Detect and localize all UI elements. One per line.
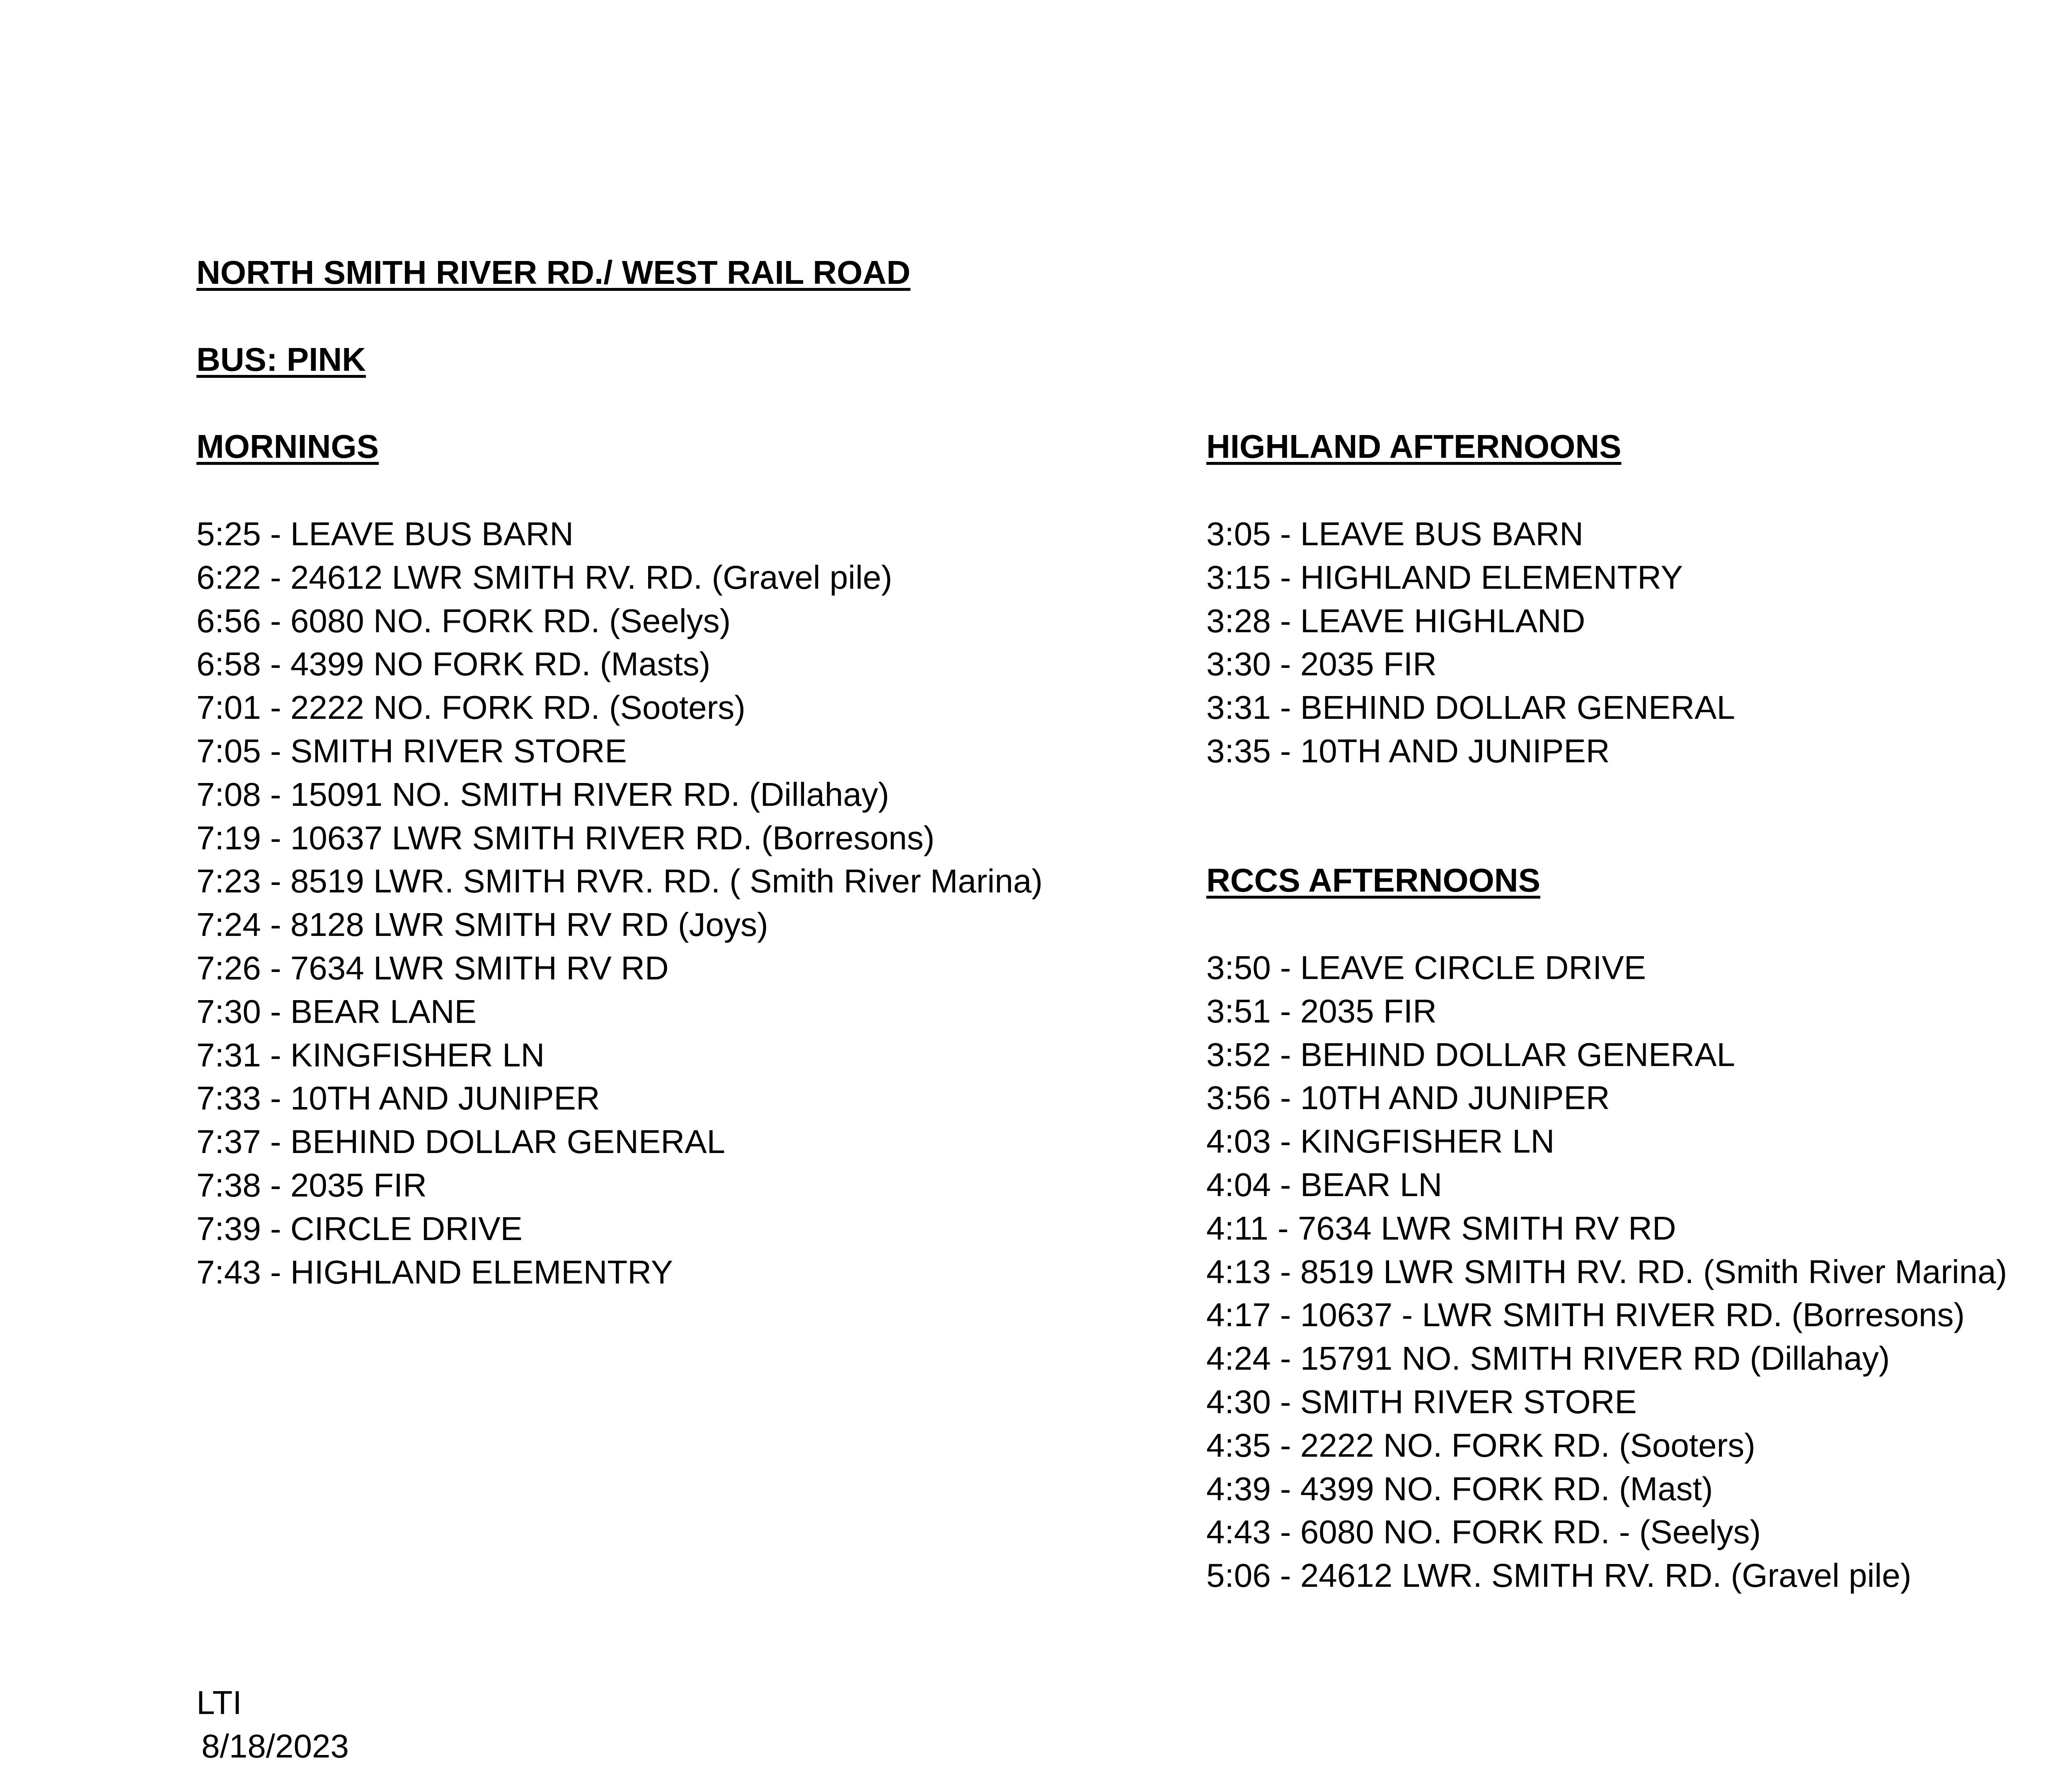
list-item: 7:23 - 8519 LWR. SMITH RVR. RD. ( Smith River Marina) <box>196 863 1043 900</box>
mornings-stop-list <box>196 512 1043 1294</box>
list-item: 7:37 - BEHIND DOLLAR GENERAL <box>196 1123 725 1160</box>
list-item: 7:24 - 8128 LWR SMITH RV RD (Joys) <box>196 906 768 943</box>
list-item: 7:39 - CIRCLE DRIVE <box>196 1210 523 1247</box>
list-item: 4:24 - 15791 NO. SMITH RIVER RD (Dillahay) <box>1206 1340 1890 1377</box>
list-item: 3:52 - BEHIND DOLLAR GENERAL <box>1206 1036 1735 1073</box>
list-item: 7:30 - BEAR LANE <box>196 993 477 1030</box>
list-item: 3:05 - LEAVE BUS BARN <box>1206 515 1583 552</box>
highland-afternoons-stop-list <box>1206 512 1735 773</box>
list-item: 6:56 - 6080 NO. FORK RD. (Seelys) <box>196 602 731 639</box>
list-item: 4:43 - 6080 NO. FORK RD. - (Seelys) <box>1206 1513 1761 1551</box>
list-item: 4:11 - 7634 LWR SMITH RV RD <box>1206 1209 1676 1247</box>
list-item: 7:01 - 2222 NO. FORK RD. (Sooters) <box>196 689 746 726</box>
list-item: 7:05 - SMITH RIVER STORE <box>196 732 627 769</box>
list-item: 4:13 - 8519 LWR SMITH RV. RD. (Smith River Marina) <box>1206 1253 2007 1290</box>
list-item: 5:06 - 24612 LWR. SMITH RV. RD. (Gravel pile) <box>1206 1557 1912 1594</box>
list-item: 6:22 - 24612 LWR SMITH RV. RD. (Gravel pile) <box>196 558 893 596</box>
list-item: 3:51 - 2035 FIR <box>1206 992 1437 1030</box>
list-item: 3:30 - 2035 FIR <box>1206 645 1437 683</box>
list-item: 3:15 - HIGHLAND ELEMENTRY <box>1206 558 1683 596</box>
list-item: 4:35 - 2222 NO. FORK RD. (Sooters) <box>1206 1426 1755 1464</box>
route-title: NORTH SMITH RIVER RD./ WEST RAIL ROAD <box>196 254 910 291</box>
list-item: 7:33 - 10TH AND JUNIPER <box>196 1080 600 1117</box>
highland-afternoons-heading: HIGHLAND AFTERNOONS <box>1206 428 1622 465</box>
list-item: 7:19 - 10637 LWR SMITH RIVER RD. (Borresons) <box>196 819 935 856</box>
rccs-afternoons-stop-list <box>1206 946 2007 1598</box>
list-item: 7:43 - HIGHLAND ELEMENTRY <box>196 1253 673 1291</box>
list-item: 7:38 - 2035 FIR <box>196 1166 427 1204</box>
list-item: 3:31 - BEHIND DOLLAR GENERAL <box>1206 689 1735 726</box>
mornings-heading: MORNINGS <box>196 428 379 465</box>
footer-initials: LTI <box>196 1684 242 1721</box>
footer-date: 8/18/2023 <box>201 1728 349 1765</box>
list-item: 4:17 - 10637 - LWR SMITH RIVER RD. (Borresons) <box>1206 1296 1965 1334</box>
list-item: 7:26 - 7634 LWR SMITH RV RD <box>196 949 669 986</box>
list-item: 3:50 - LEAVE CIRCLE DRIVE <box>1206 949 1646 986</box>
list-item: 4:03 - KINGFISHER LN <box>1206 1123 1555 1160</box>
list-item: 4:30 - SMITH RIVER STORE <box>1206 1383 1637 1420</box>
list-item: 3:28 - LEAVE HIGHLAND <box>1206 602 1585 639</box>
rccs-afternoons-heading: RCCS AFTERNOONS <box>1206 862 1540 899</box>
list-item: 5:25 - LEAVE BUS BARN <box>196 515 574 552</box>
list-item: 4:39 - 4399 NO. FORK RD. (Mast) <box>1206 1470 1713 1507</box>
bus-label: BUS: PINK <box>196 341 366 378</box>
list-item: 3:35 - 10TH AND JUNIPER <box>1206 732 1610 769</box>
list-item: 7:08 - 15091 NO. SMITH RIVER RD. (Dillahay) <box>196 776 889 813</box>
list-item: 4:04 - BEAR LN <box>1206 1166 1443 1203</box>
list-item: 3:56 - 10TH AND JUNIPER <box>1206 1079 1610 1117</box>
list-item: 6:58 - 4399 NO FORK RD. (Masts) <box>196 645 711 683</box>
list-item: 7:31 - KINGFISHER LN <box>196 1036 545 1073</box>
